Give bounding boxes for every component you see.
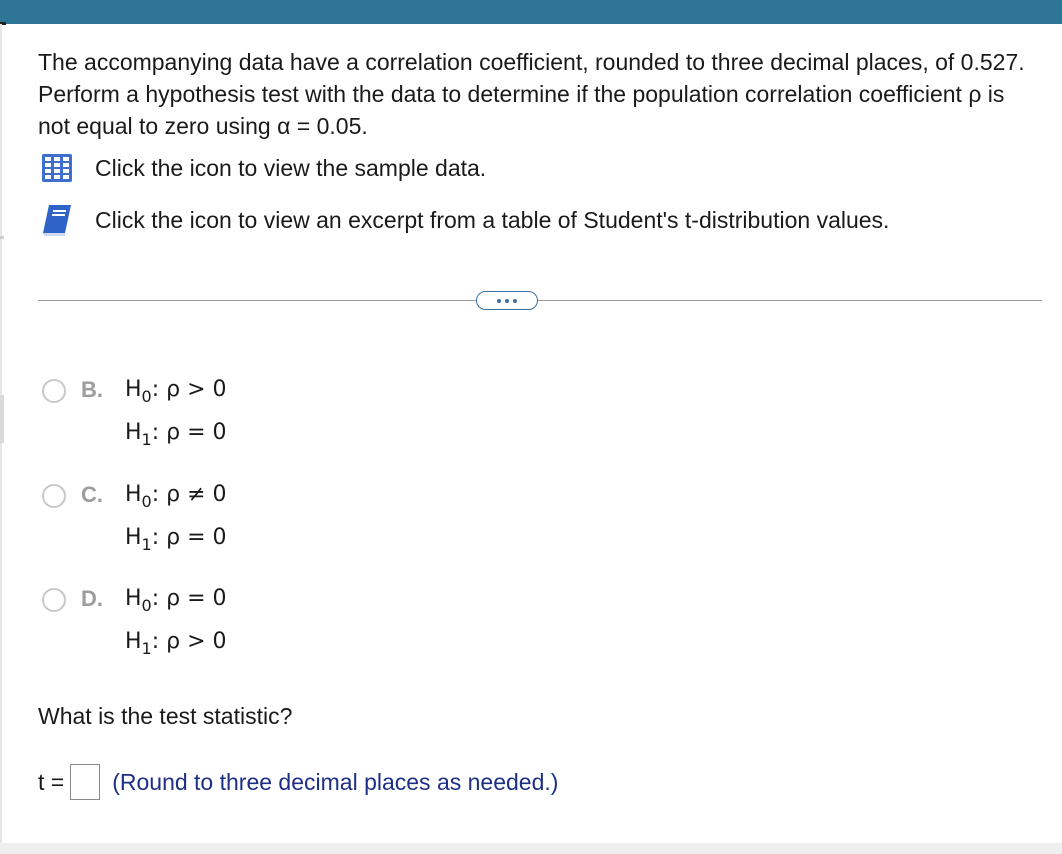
ellipsis-dot — [513, 299, 517, 303]
rounding-hint: (Round to three decimal places as needed.) — [112, 768, 559, 795]
sample-data-link[interactable] — [40, 151, 486, 185]
option-c-null-hypothesis: $H_0$: ρ ≠ 0 — [125, 482, 227, 511]
sample-data-label: Click the icon to view the sample data. — [95, 154, 487, 181]
left-border-mark — [0, 395, 4, 443]
option-d-null-hypothesis: $H_0$: ρ = 0 — [125, 586, 227, 615]
left-border-mark — [0, 236, 4, 239]
question-text: The accompanying data have a correlation coefficient, rounded to three decimal places, of 0.527. Perform a hypothesis test with the data to determine if the population correlation coefficient ρ is not equal to zero using α = 0.05. — [38, 49, 1025, 139]
option-b-letter: B. — [81, 377, 103, 402]
data-table-icon[interactable] — [40, 151, 74, 185]
option-d-letter: D. — [81, 586, 103, 611]
t-label: t = — [38, 768, 65, 795]
option-c-letter: C. — [81, 482, 103, 507]
book-icon[interactable] — [40, 203, 74, 237]
ellipsis-icon[interactable] — [476, 291, 538, 310]
option-c-alt-hypothesis: $H_1$: ρ = 0 — [125, 525, 227, 554]
ellipsis-dot — [497, 299, 501, 303]
option-b-null-hypothesis: $H_0$: ρ > 0 — [125, 377, 227, 406]
section-divider — [38, 300, 1042, 301]
answer-row — [38, 764, 558, 800]
t-table-label: Click the icon to view an excerpt from a table of Student's t-distribution values. — [95, 206, 890, 233]
test-statistic-prompt: What is the test statistic? — [38, 703, 293, 729]
bottom-strip — [0, 843, 1062, 854]
option-b-radio[interactable] — [42, 379, 66, 403]
t-table-link[interactable] — [40, 203, 889, 237]
option-b-alt-hypothesis: $H_1$: ρ = 0 — [125, 420, 227, 449]
top-bar — [0, 0, 1062, 24]
option-d-alt-hypothesis: $H_1$: ρ > 0 — [125, 629, 227, 658]
option-d-radio[interactable] — [42, 588, 66, 612]
test-statistic-input[interactable] — [70, 764, 100, 800]
option-c-radio[interactable] — [42, 484, 66, 508]
ellipsis-dot — [505, 299, 509, 303]
